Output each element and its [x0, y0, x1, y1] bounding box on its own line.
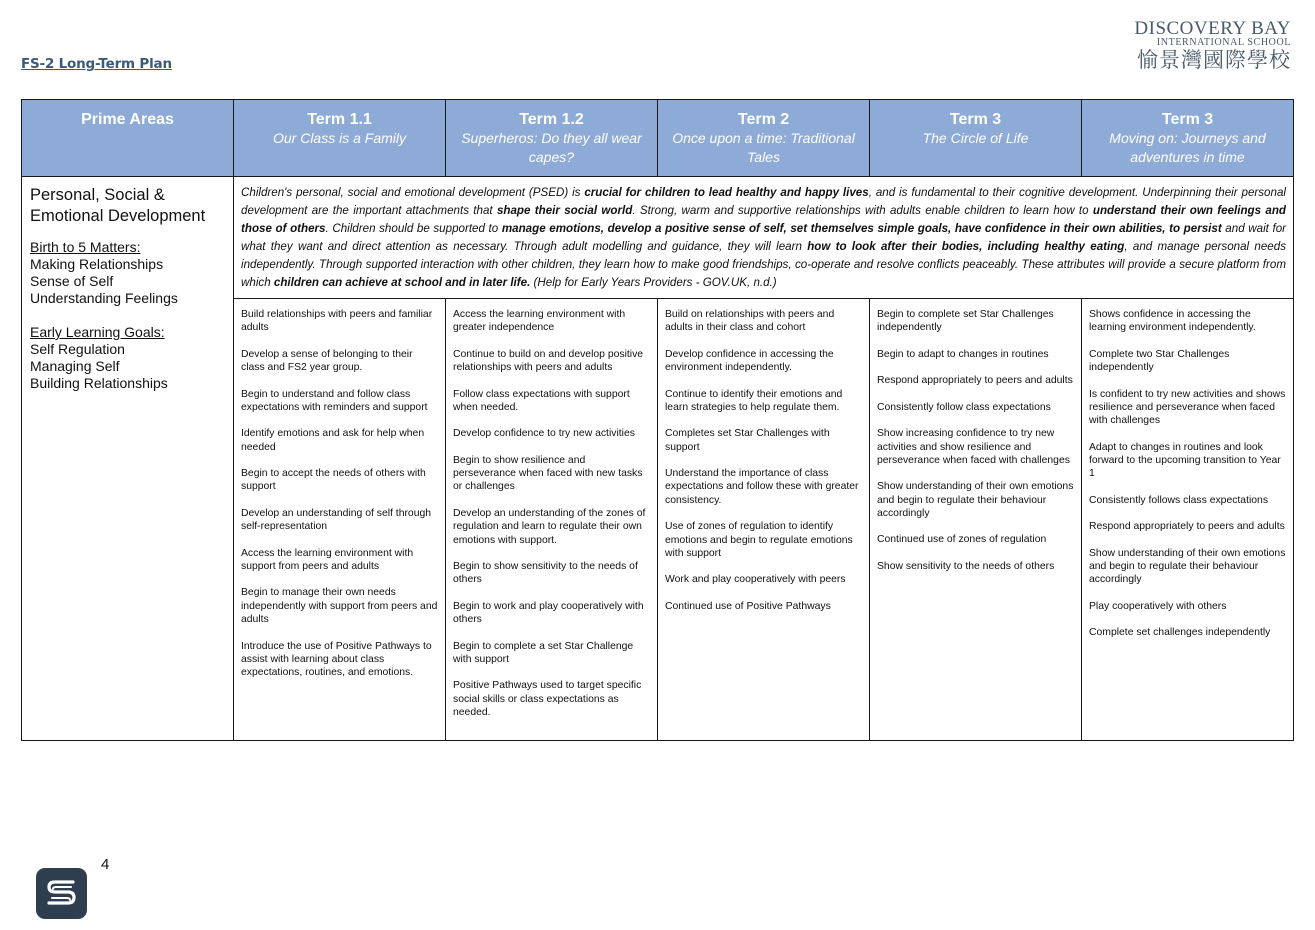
objective-item: Introduce the use of Positive Pathways to assist with learning about class expectations, routines, and emotions. [241, 640, 432, 679]
objective-item: Begin to work and play cooperatively with others [453, 600, 644, 626]
early-learning-goal-item: Building Relationships [30, 375, 168, 391]
objective-item: Build on relationships with peers and adults in their class and cohort [665, 309, 835, 334]
objective-item: Begin to manage their own needs independently with support from peers and adults [241, 587, 438, 626]
objective-item: Show sensitivity to the needs of others [877, 560, 1055, 572]
objective-item: Respond appropriately to peers and adults [877, 375, 1073, 387]
objective-item: Positive Pathways used to target specific social skills or class expectations as needed. [453, 680, 642, 718]
intro-emphasis: how to look after their bodies, including healthy eating [807, 240, 1125, 253]
objective-item: Complete set challenges independently [1089, 627, 1271, 639]
birth-to-5-heading: Birth to 5 Matters: [30, 239, 141, 255]
objective-item: Continued use of Positive Pathways [665, 600, 831, 612]
objective-item: Show increasing confidence to try new activities and show resilience and perseverance when faced with challenges [877, 428, 1070, 466]
intro-text: , and manage personal needs independently. Through supported interaction with other children, they learn how to make good friendships, co-operate and resolve conflicts peaceably. These attributes will provide a secure platform from which [241, 240, 1286, 289]
term-3b-objectives [1082, 299, 1294, 741]
objective-item: Completes set Star Challenges with support [665, 428, 830, 453]
birth-to-5-item: Sense of Self [30, 273, 114, 289]
term-1-2-objectives [446, 299, 658, 741]
objective-item: Develop an understanding of self through self-representation [241, 507, 432, 533]
page-number: 4 [101, 856, 110, 873]
column-header-term-3a [870, 100, 1082, 177]
objective-item: Begin to show resilience and perseverance when faced with new tasks or challenges [453, 454, 643, 493]
column-title: Term 2 [737, 111, 790, 128]
objective-item: Complete two Star Challenges independently [1089, 348, 1230, 374]
objective-item: Begin to understand and follow class expectations with reminders and support [241, 388, 428, 413]
objective-item: Use of zones of regulation to identify emotions and begin to regulate emotions with support [665, 521, 853, 559]
intro-text: and wait for what they want and direct attention as necessary. Through adult modelling and guidance, they will learn [241, 222, 1287, 253]
objective-item: Begin to show sensitivity to the needs of others [453, 560, 638, 586]
column-header-term-1-1 [234, 100, 446, 177]
column-title: Term 3 [1161, 111, 1214, 128]
logo-line-3: 愉景灣國際學校 [1137, 48, 1291, 72]
early-learning-goal-item: Managing Self [30, 358, 120, 374]
column-title: Prime Areas [81, 111, 174, 128]
column-title: Term 1.1 [307, 111, 372, 128]
intro-emphasis: understand their own feelings and those of others [241, 204, 1286, 235]
column-subtitle: Once upon a time: Traditional Tales [672, 130, 855, 165]
objective-item: Develop a sense of belonging to their class and FS2 year group. [241, 348, 413, 374]
column-title: Term 3 [949, 111, 1002, 128]
birth-to-5-item: Understanding Feelings [30, 290, 178, 306]
logo-line-2: INTERNATIONAL SCHOOL [1156, 37, 1291, 48]
objective-item: Develop confidence in accessing the environment independently. [665, 348, 834, 374]
term-3a-objectives [870, 299, 1082, 741]
objective-item: Is confident to try new activities and shows resilience and perseverance when faced with challenges [1089, 388, 1286, 427]
column-subtitle: The Circle of Life [922, 130, 1029, 146]
objective-item: Show understanding of their own emotions and begin to regulate their behaviour accordingly [1089, 547, 1286, 586]
column-header-term-1-2 [446, 100, 658, 177]
objective-item: Consistently follow class expectations [877, 401, 1051, 413]
objective-item: Play cooperatively with others [1089, 600, 1227, 612]
objective-item: Begin to adapt to changes in routines [877, 348, 1049, 360]
objective-item: Continue to identify their emotions and learn strategies to help regulate them. [665, 388, 843, 413]
intro-emphasis: shape their social world [496, 204, 633, 217]
seesaw-s-icon [36, 868, 87, 919]
objective-item: Understand the importance of class expectations and follow these with greater consistency. [665, 468, 859, 506]
objective-item: Develop an understanding of the zones of regulation and learn to regulate their own emotions with support. [453, 507, 646, 546]
intro-text: (Help for Early Years Providers - GOV.UK, n.d.) [530, 276, 777, 289]
objective-item: Shows confidence in accessing the learning environment independently. [1089, 309, 1256, 334]
column-subtitle: Moving on: Journeys and adventures in time [1109, 130, 1266, 165]
objective-item: Adapt to changes in routines and look forward to the upcoming transition to Year 1 [1089, 441, 1281, 480]
term-1-1-objectives [234, 299, 446, 741]
prime-area-title: Personal, Social & Emotional Development [30, 186, 206, 225]
intro-text: , and is fundamental to their cognitive development. Underpinning their personal development are the important attachments that [241, 186, 1286, 217]
objective-item: Begin to complete set Star Challenges independently [877, 309, 1054, 334]
objective-item: Begin to complete a set Star Challenge with support [453, 640, 634, 665]
term-2-objectives [658, 299, 870, 741]
school-logo [1134, 20, 1291, 72]
header-row [22, 100, 1294, 177]
plan-title-link[interactable]: FS-2 Long-Term Plan [21, 56, 172, 72]
column-subtitle: Superheros: Do they all wear capes? [461, 130, 642, 165]
intro-row [22, 177, 1294, 299]
objective-item: Access the learning environment with greater independence [453, 309, 626, 334]
column-header-term-2 [658, 100, 870, 177]
logo-line-1: DISCOVERY BAY [1134, 18, 1291, 39]
prime-area-cell [22, 177, 234, 741]
column-header-term-3b [1082, 100, 1294, 177]
objective-item: Show understanding of their own emotions and begin to regulate their behaviour accordingly [877, 481, 1074, 519]
early-learning-goal-item: Self Regulation [30, 341, 125, 357]
long-term-plan-table [21, 99, 1294, 741]
psed-intro-paragraph [234, 177, 1294, 299]
objective-item: Begin to accept the needs of others with support [241, 468, 426, 493]
objective-item: Work and play cooperatively with peers [665, 574, 846, 586]
birth-to-5-item: Making Relationships [30, 256, 164, 272]
objective-item: Consistently follows class expectations [1089, 494, 1269, 506]
objective-item: Access the learning environment with support from peers and adults [241, 547, 414, 572]
objective-item: Identify emotions and ask for help when needed [241, 428, 425, 453]
intro-text: . Strong, warm and supportive relationships with adults enable children to learn how to [632, 204, 1093, 217]
intro-emphasis: children can achieve at school and in later life. [273, 276, 531, 289]
objective-item: Follow class expectations with support when needed. [453, 388, 630, 413]
objective-item: Build relationships with peers and familiar adults [241, 309, 433, 334]
objective-item: Continue to build on and develop positive relationships with peers and adults [453, 348, 644, 374]
intro-emphasis: crucial for children to lead healthy and happy lives [584, 186, 869, 199]
objective-item: Respond appropriately to peers and adults [1089, 521, 1285, 533]
column-subtitle: Our Class is a Family [272, 130, 407, 146]
column-title: Term 1.2 [519, 111, 584, 128]
early-learning-goals-heading: Early Learning Goals: [30, 324, 165, 340]
intro-text: Children's personal, social and emotional development (PSED) is [241, 186, 585, 199]
objective-item: Continued use of zones of regulation [877, 534, 1047, 546]
intro-text: . Children should be supported to [325, 222, 502, 235]
intro-emphasis: manage emotions, develop a positive sense of self, set themselves simple goals, have confidence in their own abilities, to persist [501, 222, 1222, 235]
column-header-prime-areas [22, 100, 234, 177]
objective-item: Develop confidence to try new activities [453, 428, 635, 440]
